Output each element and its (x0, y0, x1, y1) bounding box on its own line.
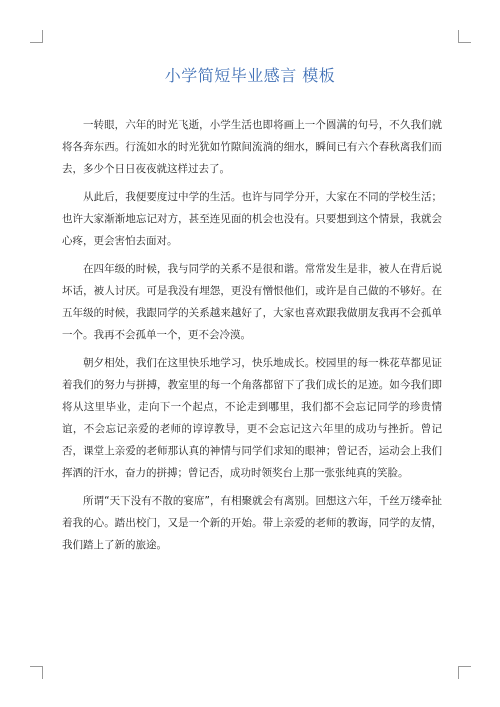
crop-mark-top-left (30, 30, 43, 43)
paragraph-1: 一转眼，六年的时光飞逝，小学生活也即将画上一个圆满的句号，不久我们就将各奔东西。行流如水的时光犹如竹隙间流淌的细水，瞬间已有六个春秋离我们而去，多少个日日夜夜就这样过去了。 (62, 119, 442, 175)
paragraph-5: 所谓“天下没有不散的宴席”，有相聚就会有离别。回想这六年，千丝万缕牵扯着我的心。踏出校门，又是一个新的开始。带上亲爱的老师的教诲，同学的友情，我们踏上了新的旅途。 (62, 495, 442, 551)
paragraph-2: 从此后，我便要度过中学的生活。也许与同学分开，大家在不同的学校生活；也许大家渐渐地忘记对方，甚至连见面的机会也没有。只要想到这个情景，我就会心疼，更会害怕去面对。 (62, 191, 442, 247)
paragraph-3: 在四年级的时候，我与同学的关系不是很和谐。常常发生是非，被人在背后说坏话，被人讨厌。可是我没有埋怨，更没有憎恨他们，或许是自己做的不够好。在五年级的时候，我跟同学的关系越来越好了，大家也喜欢跟我做朋友我再不会孤单一个。我再不会孤单一个，更不会冷漠。 (62, 263, 442, 341)
paragraph-4: 朝夕相处，我们在这里快乐地学习，快乐地成长。校园里的每一株花草都见证着我们的努力与拼搏，教室里的每一个角落都留下了我们成长的足迹。如今我们即将从这里毕业，走向下一个起点，不论走到哪里，我们都不会忘记同学的珍贵情谊，不会忘记亲爱的老师的谆谆教导，更不会忘记这六年里的成功与挫折。曾记否，课堂上亲爱的老师那认真的神情与同学们求知的眼神；曾记否，运动会上我们挥洒的汗水，奋力的拼搏；曾记否，成功时领奖台上那一张张纯真的笑脸。 (62, 357, 442, 479)
document-body (62, 114, 442, 562)
crop-mark-bottom-right (458, 666, 471, 679)
document-title: 小学简短毕业感言 模板 (164, 66, 336, 85)
crop-mark-top-right (458, 30, 471, 43)
crop-mark-bottom-left (30, 666, 43, 679)
